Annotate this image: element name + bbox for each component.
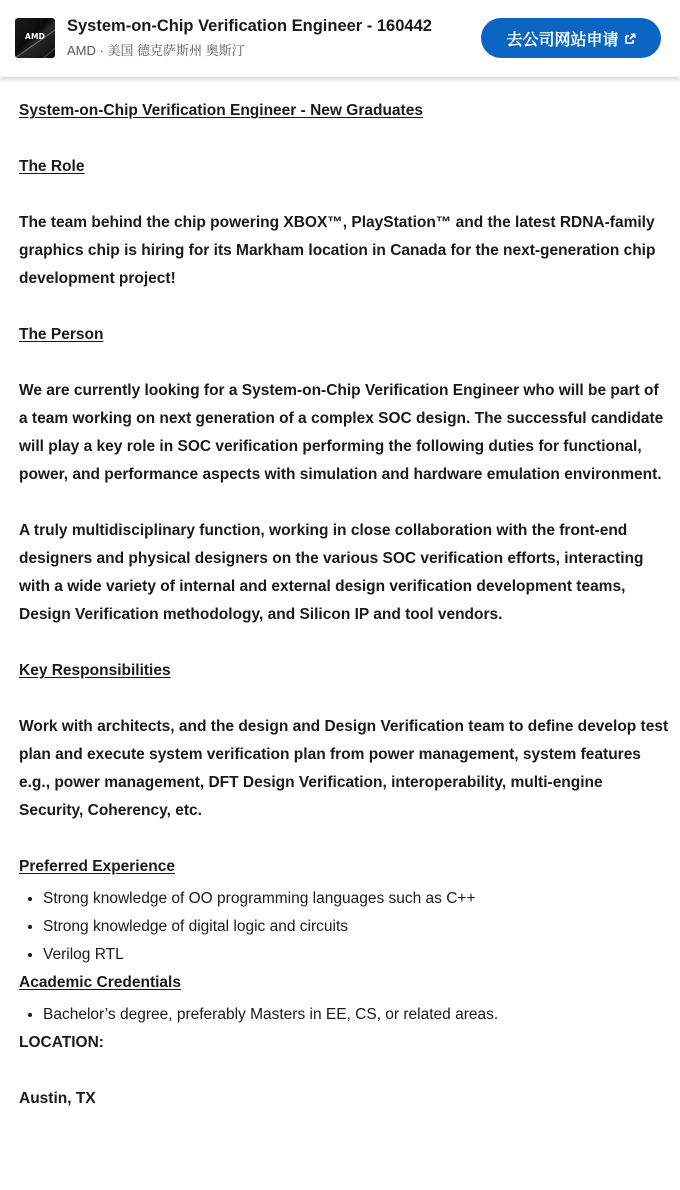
experience-heading: Preferred Experience [19,858,175,875]
external-link-icon [624,33,636,45]
location-label: LOCATION: [19,1034,104,1051]
person-text-2: A truly multidisciplinary function, working in close collaboration with the front-end designers and physical designers on the various SOC verification efforts, interacting with a wide variety of internal and external design verification development teams, Design Verification methodology, and Silicon IP and tool vendors. [19,522,644,623]
company-name[interactable]: AMD [67,43,96,58]
role-text: The team behind the chip powering XBOX™, PlayStation™ and the latest RDNA-family graphics chip is hiring for its Markham location in Canada for the next-generation chip development project! [19,214,656,287]
responsibilities-text: Work with architects, and the design and Design Verification team to define develop test plan and execute system verification plan from power management, system features e.g., power management, DFT Design Verification, interoperability, multi-engine Security, Coherency, etc. [19,718,669,819]
main-heading: System-on-Chip Verification Engineer - New Graduates [19,102,423,119]
credentials-list [19,1001,671,1029]
credentials-heading: Academic Credentials [19,974,181,991]
job-title: System-on-Chip Verification Engineer - 160442 [67,17,432,35]
logo-text: AMD [24,32,46,41]
list-item: • Strong knowledge of digital logic and circuits [43,913,671,941]
list-item: • Strong knowledge of OO programming languages such as C++ [43,885,671,913]
responsibilities-heading: Key Responsibilities [19,662,171,679]
company-logo[interactable] [15,18,55,58]
list-item: • Verilog RTL [43,941,671,969]
person-heading: The Person [19,326,104,343]
job-header [0,0,680,77]
person-text-1: We are currently looking for a System-on-Chip Verification Engineer who will be part of a team working on next generation of a complex SOC design. The successful candidate will play a key role in SOC verification performing the following duties for functional, power, and performance aspects with simulation and hardware emulation environment. [19,382,664,483]
job-subtitle [67,40,245,59]
location-value: Austin, TX [19,1090,96,1107]
job-description [19,97,671,1113]
apply-on-company-site-button[interactable] [481,18,661,58]
apply-button-label: 去公司网站申请 [506,31,619,49]
job-location: · 美国 德克萨斯州 奥斯汀 [95,43,245,58]
list-item: • Bachelor’s degree, preferably Masters in EE, CS, or related areas. [43,1001,671,1029]
role-heading: The Role [19,158,85,175]
experience-list [19,885,671,969]
